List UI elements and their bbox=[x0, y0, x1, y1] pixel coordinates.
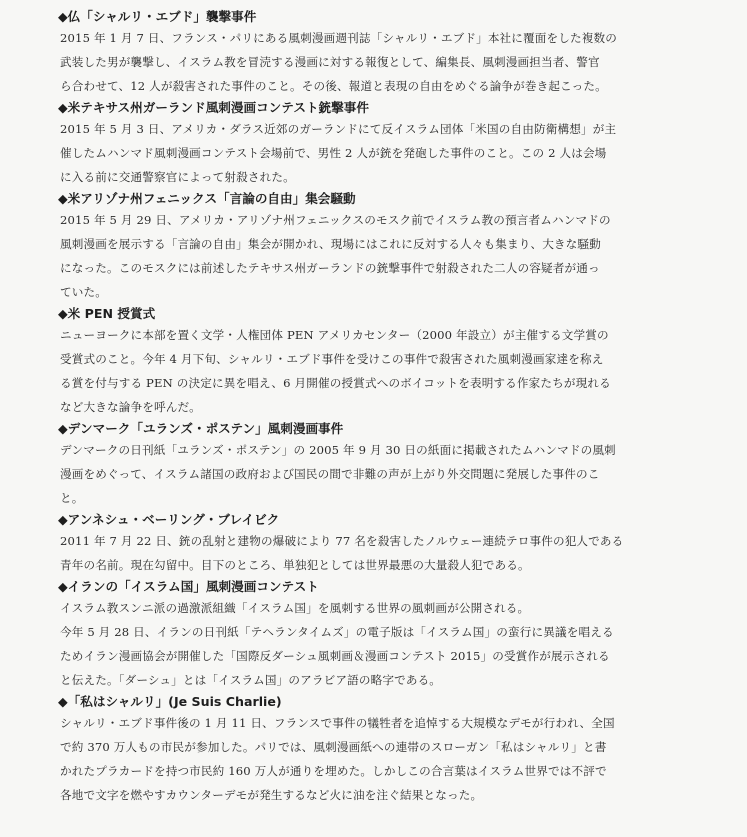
glossary-entry bbox=[60, 510, 705, 577]
entry-heading: ◆米アリゾナ州フェニックス「言論の自由」集会騒動 bbox=[58, 191, 356, 206]
entry-heading: ◆「私はシャルリ」(Je Suis Charlie) bbox=[58, 694, 282, 709]
entry-body-line: 今年 5 月 28 日、イランの日刊紙「テヘランタイムズ」の電子版は「イスラム国」の蛮行に異議を唱える bbox=[60, 625, 614, 639]
entry-body-line: ためイラン漫画協会が開催した「国際反ダーシュ風刺画＆漫画コンテスト 2015」の受賞作が展示される bbox=[60, 649, 610, 663]
entry-body-line: イスラム教スンニ派の過激派組織「イスラム国」を風刺する世界の風刺画が公開される。 bbox=[60, 601, 530, 615]
entry-body-line: る賞を付与する PEN の決定に異を唱え、6 月開催の授賞式へのボイコットを表明する作家たちが現れる bbox=[60, 376, 611, 390]
glossary-entry bbox=[60, 577, 705, 692]
entry-body-line: と。 bbox=[60, 491, 84, 505]
entry-heading: ◆デンマーク「ユランズ・ポステン」風刺漫画事件 bbox=[58, 421, 344, 436]
glossary-entry bbox=[60, 304, 705, 419]
entry-body-line: 受賞式のこと。今年 4 月下旬、シャルリ・エブド事件を受けこの事件で殺害された風刺漫画家達を称え bbox=[60, 352, 604, 366]
entry-body-line: 武装した男が襲撃し、イスラム教を冒涜する漫画に対する報復として、編集長、風刺漫画担当者、警官 bbox=[60, 55, 600, 69]
entry-body-line: 風刺漫画を展示する「言論の自由」集会が開かれ、現場にはこれに反対する人々も集まり、大きな騒動 bbox=[60, 237, 601, 251]
entry-body-line: 催したムハンマド風刺漫画コンテスト会場前で、男性 2 人が銃を発砲した事件のこと。この 2 人は会場 bbox=[60, 146, 607, 160]
entry-body-line: になった。このモスクには前述したテキサス州ガーランドの銃撃事件で射殺された二人の容疑者が通っ bbox=[60, 261, 600, 275]
entry-body-line: に入る前に交通警察官によって射殺された。 bbox=[60, 170, 295, 184]
glossary-list bbox=[60, 7, 705, 807]
glossary-entry bbox=[60, 7, 705, 98]
entry-heading: ◆仏「シャルリ・エブド」襲撃事件 bbox=[58, 9, 257, 24]
entry-body-line: 2011 年 7 月 22 日、銃の乱射と建物の爆破により 77 名を殺害したノルウェー連続テロ事件の犯人である bbox=[60, 534, 624, 548]
glossary-entry bbox=[60, 692, 705, 807]
entry-body-line: など大きな論争を呼んだ。 bbox=[60, 400, 201, 414]
entry-heading: ◆米 PEN 授賞式 bbox=[58, 306, 156, 321]
entry-body-line: 青年の名前。現在勾留中。目下のところ、単独犯としては世界最悪の大量殺人犯である。 bbox=[60, 558, 530, 572]
entry-body-line: ていた。 bbox=[60, 285, 107, 299]
entry-heading: ◆イランの「イスラム国」風刺漫画コンテスト bbox=[58, 579, 319, 594]
entry-body-line: かれたプラカードを持つ市民約 160 万人が通りを埋めた。しかしこの合言葉はイスラム世界では不評で bbox=[60, 764, 607, 778]
entry-body-line: ニューヨークに本部を置く文学・人権団体 PEN アメリカセンター（2000 年設立）が主催する文学賞の bbox=[60, 328, 609, 342]
entry-heading: ◆アンネシュ・ベーリング・ブレイビク bbox=[58, 512, 280, 527]
entry-heading: ◆米テキサス州ガーランド風刺漫画コンテスト銃撃事件 bbox=[58, 100, 369, 115]
entry-body-line: 各地で文字を燃やすカウンターデモが発生するなど火に油を注ぐ結果となった。 bbox=[60, 788, 483, 802]
entry-body-line: ら合わせて、12 人が殺害された事件のこと。その後、報道と表現の自由をめぐる論争が巻き起こった。 bbox=[60, 79, 607, 93]
entry-body-line: シャルリ・エブド事件後の 1 月 11 日、フランスで事件の犠牲者を追悼する大規模なデモが行われ、全国 bbox=[60, 716, 615, 730]
glossary-entry bbox=[60, 419, 705, 510]
glossary-entry bbox=[60, 189, 705, 304]
entry-body-line: 2015 年 5 月 29 日、アメリカ・アリゾナ州フェニックスのモスク前でイスラム教の預言者ムハンマドの bbox=[60, 213, 611, 227]
entry-body-line: と伝えた。「ダーシュ」とは「イスラム国」のアラビア語の略字である。 bbox=[60, 673, 442, 687]
entry-body-line: デンマークの日刊紙「ユランズ・ポステン」の 2005 年 9 月 30 日の紙面に掲載されたムハンマドの風刺 bbox=[60, 443, 616, 457]
entry-body-line: で約 370 万人もの市民が参加した。パリでは、風刺漫画紙への連帯のスローガン「私はシャルリ」と書 bbox=[60, 740, 607, 754]
entry-body-line: 漫画をめぐって、イスラム諸国の政府および国民の間で非難の声が上がり外交問題に発展した事件のこ bbox=[60, 467, 600, 481]
entry-body-line: 2015 年 1 月 7 日、フランス・パリにある風刺漫画週刊誌「シャルリ・エブド」本社に覆面をした複数の bbox=[60, 31, 617, 45]
entry-body-line: 2015 年 5 月 3 日、アメリカ・ダラス近郊のガーランドにて反イスラム団体「米国の自由防衛構想」が主 bbox=[60, 122, 617, 136]
glossary-entry bbox=[60, 98, 705, 189]
